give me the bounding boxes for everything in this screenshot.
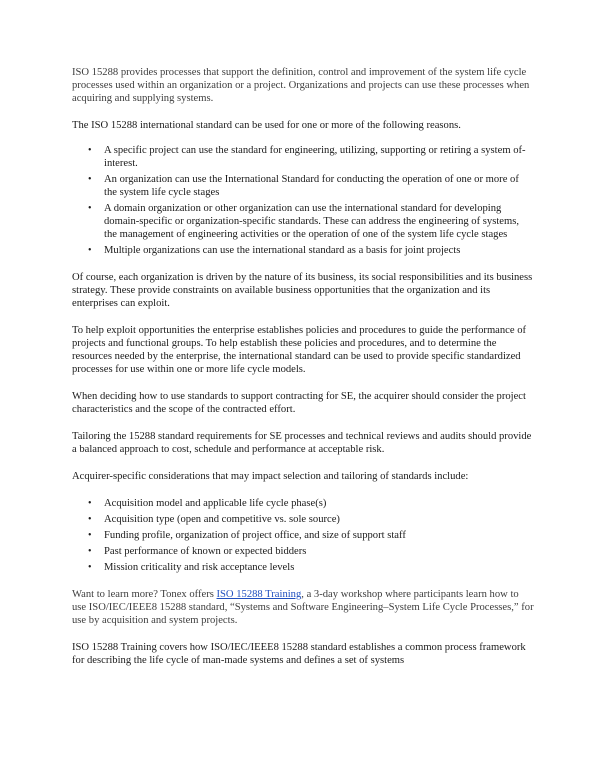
intro-paragraph: ISO 15288 provides processes that support the definition, control and improvement of the system life cycle processes used within an organization or a project. Organizations and projects can use these processes when acquiring and supplying systems.	[72, 67, 530, 104]
considerations-intro-paragraph: Acquirer-specific considerations that may impact selection and tailoring of standards include:	[72, 471, 469, 482]
list-item: • A specific project can use the standard for engineering, utilizing, supporting or retiring a system of-interest.	[88, 145, 526, 169]
bullet-icon: •	[88, 562, 92, 573]
list-item: • Acquisition model and applicable life cycle phase(s)	[88, 498, 327, 509]
bullet-icon: •	[88, 530, 92, 541]
bullet-icon: •	[88, 174, 92, 185]
list-item: • Past performance of known or expected bidders	[88, 546, 307, 557]
list-item: • Funding profile, organization of project office, and size of support staff	[88, 530, 406, 541]
list-item: • Multiple organizations can use the international standard as a basis for joint projects	[88, 245, 461, 256]
tailoring-paragraph: Tailoring the 15288 standard requirements for SE processes and technical reviews and audits should provide a balanced approach to cost, schedule and performance at acceptable risk.	[72, 431, 532, 455]
reasons-list	[72, 144, 534, 257]
training-paragraph: ISO 15288 Training covers how ISO/IEC/IEEE8 15288 standard establishes a common process framework for describing the life cycle of man-made systems and defines a set of systems	[72, 642, 526, 666]
bullet-icon: •	[88, 498, 92, 509]
bullet-icon: •	[88, 514, 92, 525]
bullet-icon: •	[88, 245, 92, 256]
policies-paragraph: To help exploit opportunities the enterprise establishes policies and procedures to guide the performance of projects and functional groups. To help establish these policies and procedures, and to determine the resources needed by the enterprise, the international standard can be used to provide specific standardized processes for use within one or more life cycle models.	[72, 325, 527, 375]
bullet-icon: •	[88, 546, 92, 557]
reasons-intro-paragraph: The ISO 15288 international standard can be used for one or more of the following reasons.	[72, 120, 461, 131]
contracting-paragraph: When deciding how to use standards to support contracting for SE, the acquirer should consider the project characteristics and the scope of the contracted effort.	[72, 391, 526, 415]
list-item: • An organization can use the International Standard for conducting the operation of one or more of the system life cycle stages	[88, 174, 519, 198]
organization-paragraph: Of course, each organization is driven by the nature of its business, its social responsibilities and its business strategy. These provide constraints on available business opportunities that the organization and its enterprises can exploit.	[72, 272, 533, 309]
considerations-list	[72, 497, 534, 574]
bullet-icon: •	[88, 203, 92, 214]
document-page	[72, 66, 534, 679]
list-item: • A domain organization or other organization can use the international standard for developing domain-specific or organization-specific standards. These can address the engineering of systems, the management of engineering activities or the operation of one of the system life cycle stages	[88, 203, 519, 240]
iso-15288-training-link[interactable]: ISO 15288 Training	[216, 589, 302, 600]
bullet-icon: •	[88, 145, 92, 156]
list-item: • Mission criticality and risk acceptance levels	[88, 562, 295, 573]
promo-paragraph: Want to learn more? Tonex offers ISO 15288 Training, a 3-day workshop where participants learn how to use ISO/IEC/IEEE8 15288 standard, “Systems and Software Engineering–System Life Cycle Processes,” for use by acquisition and system projects.	[72, 589, 534, 626]
list-item: • Acquisition type (open and competitive vs. sole source)	[88, 514, 340, 525]
